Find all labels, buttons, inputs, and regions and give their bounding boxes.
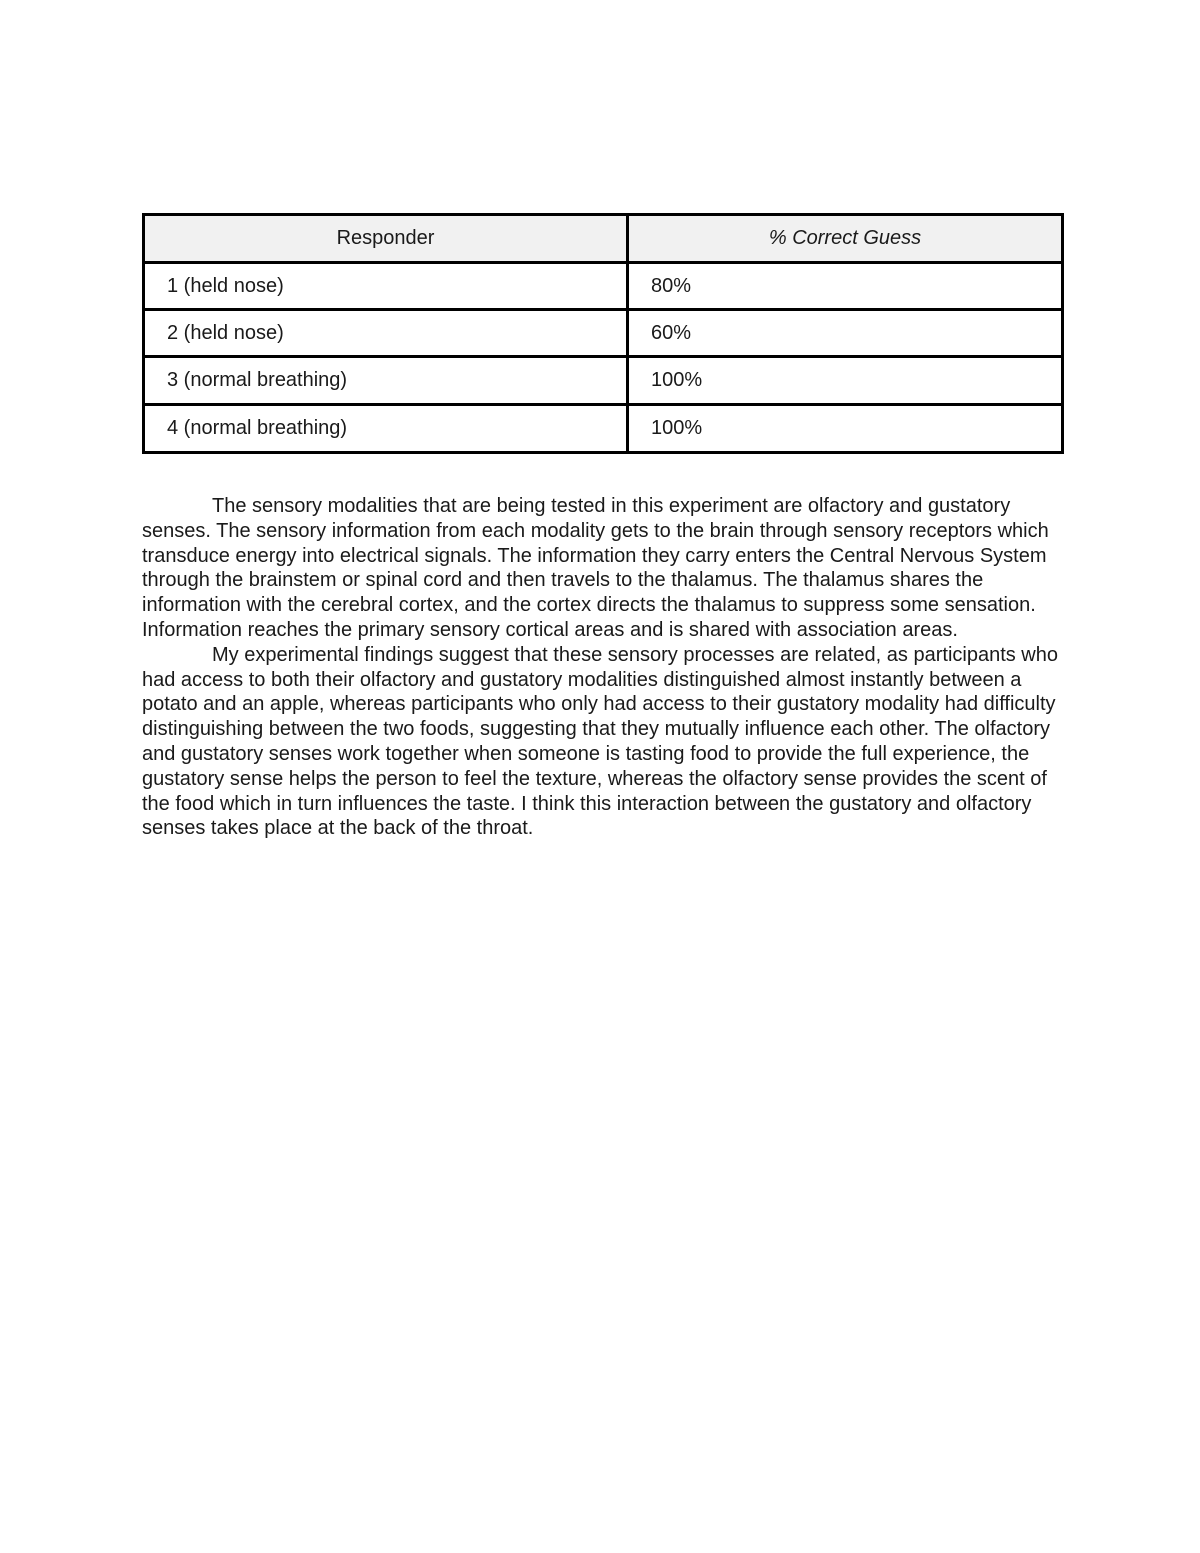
paragraph: My experimental findings suggest that these sensory processes are related, as participants who had access to both their olfactory and gustatory modalities distinguished almost instantly between a potato and an apple, whereas participants who only had access to their gustatory modality had difficulty distinguishing between the two foods, suggesting that they mutually influence each other. The olfactory and gustatory senses work together when someone is tasting food to provide the full experience, the gustatory sense helps the person to feel the texture, whereas the olfactory sense provides the scent of the food which in turn influences the taste. I think this interaction between the gustatory and olfactory senses takes place at the back of the throat.: [142, 643, 1058, 840]
header-correct-guess: % Correct Guess: [628, 215, 1063, 263]
cell-correct: 100%: [628, 357, 1063, 405]
table-row: [144, 357, 1063, 405]
cell-responder: 3 (normal breathing): [144, 357, 628, 405]
cell-correct: 80%: [628, 263, 1063, 310]
table-row: [144, 310, 1063, 357]
results-table: [142, 213, 1064, 454]
table-row: [144, 405, 1063, 453]
table-header-row: [144, 215, 1063, 263]
cell-responder: 4 (normal breathing): [144, 405, 628, 453]
cell-responder: 2 (held nose): [144, 310, 628, 357]
header-responder: Responder: [144, 215, 628, 263]
cell-correct: 100%: [628, 405, 1063, 453]
paragraph: The sensory modalities that are being tested in this experiment are olfactory and gustatory senses. The sensory information from each modality gets to the brain through sensory receptors which transduce energy into electrical signals. The information they carry enters the Central Nervous System through the brainstem or spinal cord and then travels to the thalamus. The thalamus shares the information with the cerebral cortex, and the cortex directs the thalamus to suppress some sensation. Information reaches the primary sensory cortical areas and is shared with association areas.: [142, 495, 1049, 641]
body-text: [142, 494, 1062, 841]
cell-correct: 60%: [628, 310, 1063, 357]
table-row: [144, 263, 1063, 310]
cell-responder: 1 (held nose): [144, 263, 628, 310]
